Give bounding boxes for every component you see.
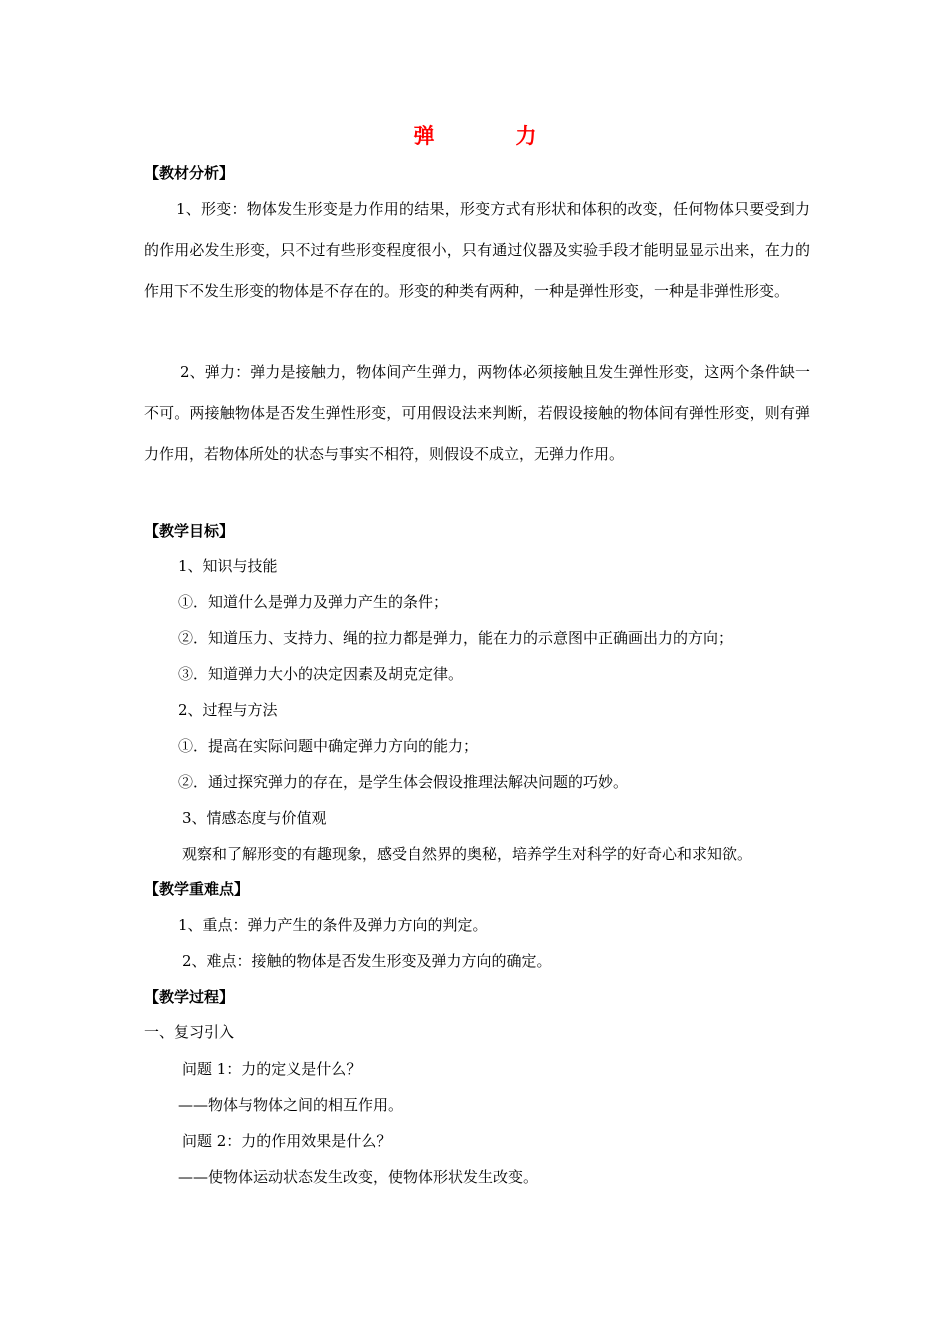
goal-attitude-values: 3、情感态度与价值观 (182, 809, 327, 827)
process-question: 问题 1：力的定义是什么？ (182, 1060, 362, 1078)
process-answer: ——物体与物体之间的相互作用。 (178, 1096, 404, 1114)
page-title: 弹 力 (413, 123, 567, 148)
process-question: 问题 2：力的作用效果是什么？ (182, 1132, 392, 1150)
goal-item: ①．知道什么是弹力及弹力产生的条件； (178, 593, 449, 611)
process-part-review: 一、复习引入 (144, 1023, 235, 1041)
section-heading-analysis: 【教材分析】 (144, 164, 235, 182)
goal-knowledge-skills: 1、知识与技能 (178, 557, 278, 575)
goal-process-methods: 2、过程与方法 (178, 701, 278, 719)
goal-item: 观察和了解形变的有趣现象，感受自然界的奥秘，培养学生对科学的好奇心和求知欲。 (182, 845, 753, 863)
goal-item: ①．提高在实际问题中确定弹力方向的能力； (178, 737, 479, 755)
section-heading-keypoints: 【教学重难点】 (144, 880, 250, 898)
keypoint-difficulty: 2、难点：接触的物体是否发生形变及弹力方向的确定。 (182, 952, 552, 970)
section-heading-process: 【教学过程】 (144, 988, 235, 1006)
keypoint-focus: 1、重点：弹力产生的条件及弹力方向的判定。 (178, 916, 488, 934)
analysis-paragraph-1: 1、形变：物体发生形变是力作用的结果，形变方式有形状和体积的改变，任何物体只要受到力的作用必发生形变，只不过有些形变程度很小，只有通过仪器及实验手段才能明显显示出来，在力的作用下不发生形变的物体是不存在的。形变的种类有两种，一种是弹性形变，一种是非弹性形变。 (144, 200, 810, 300)
goal-item: ③．知道弹力大小的决定因素及胡克定律。 (178, 665, 464, 683)
goal-item: ②．通过探究弹力的存在，是学生体会假设推理法解决问题的巧妙。 (178, 773, 629, 791)
goal-item: ②．知道压力、支持力、绳的拉力都是弹力，能在力的示意图中正确画出力的方向； (178, 629, 734, 647)
process-answer: ——使物体运动状态发生改变，使物体形状发生改变。 (178, 1168, 539, 1186)
analysis-paragraph-2: 2、弹力：弹力是接触力，物体间产生弹力，两物体必须接触且发生弹性形变，这两个条件缺一不可。两接触物体是否发生弹性形变，可用假设法来判断，若假设接触的物体间有弹性形变，则有弹力作用，若物体所处的状态与事实不相符，则假设不成立，无弹力作用。 (144, 363, 810, 463)
section-heading-goals: 【教学目标】 (144, 522, 235, 540)
